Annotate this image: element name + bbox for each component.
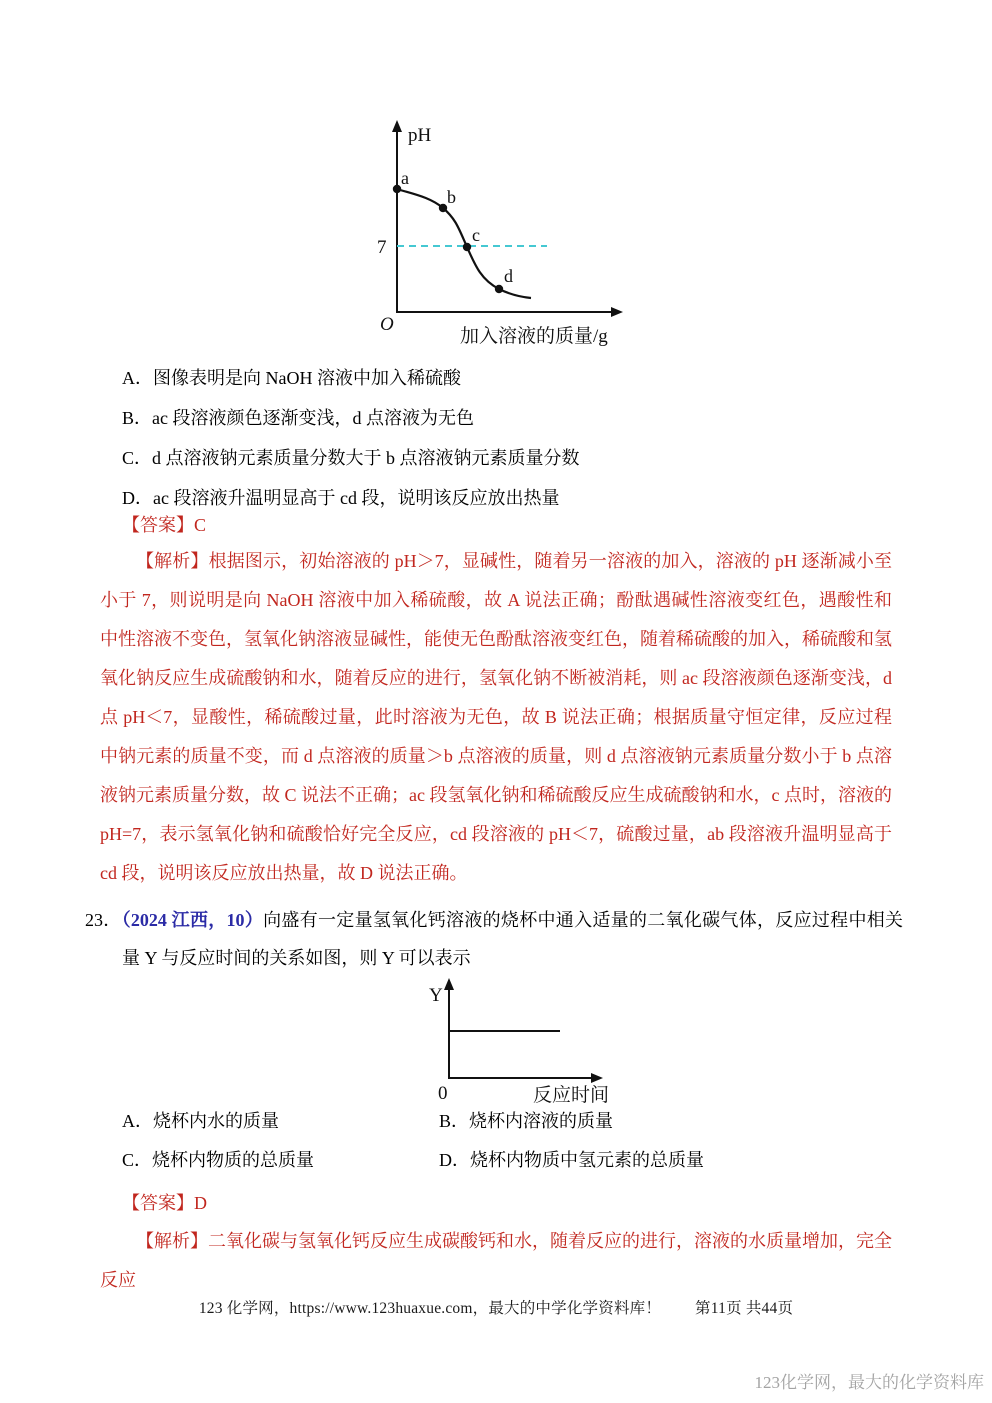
q23-answer-tag: 【答案】 xyxy=(122,1193,194,1213)
point-b-dot xyxy=(439,204,447,212)
watermark-text: 123化学网，最大的化学资料库 xyxy=(754,1373,984,1392)
q23-stem xyxy=(85,901,903,977)
point-a-dot xyxy=(393,185,401,193)
point-c-label: c xyxy=(472,225,480,245)
q22-answer-tag: 【答案】 xyxy=(122,515,194,535)
x-axis-label: 加入溶液的质量/g xyxy=(460,326,608,347)
q23-source: （2024 江西，10） xyxy=(121,910,264,930)
ph-curve-figure xyxy=(368,108,628,353)
q23-analysis-text: 二氧化碳与氢氧化钙反应生成碳酸钙和水，随着反应的进行，溶液的水质量增加，完全反应 xyxy=(100,1231,892,1290)
q22-option-b: B．ac 段溶液颜色逐渐变浅，d 点溶液为无色 xyxy=(122,408,474,428)
q23-analysis xyxy=(100,1222,892,1300)
y-axis-arrow-icon xyxy=(444,978,454,990)
q23-option-b: B．烧杯内溶液的质量 xyxy=(439,1111,614,1131)
origin-label: 0 xyxy=(438,1083,448,1104)
point-b-label: b xyxy=(447,187,456,207)
q23-stem-text: 向盛有一定量氢氧化钙溶液的烧杯中通入适量的二氧化碳气体，反应过程中相关量 Y 与反应时间的关系如图，则 Y 可以表示 xyxy=(122,910,904,968)
page-footer xyxy=(0,1296,992,1318)
q22-answer-value: C xyxy=(194,515,207,535)
q22-analysis-tag: 【解析】 xyxy=(136,551,209,571)
q22-option-c: C．d 点溶液钠元素质量分数大于 b 点溶液钠元素质量分数 xyxy=(122,448,580,468)
footer-page-number: 第11页 共44页 xyxy=(695,1300,794,1317)
q22-analysis xyxy=(100,542,892,893)
ph7-tick-label: 7 xyxy=(377,237,387,258)
q22-answer-line xyxy=(122,512,206,538)
q22-option-a: A．图像表明是向 NaOH 溶液中加入稀硫酸 xyxy=(122,368,461,388)
point-d-dot xyxy=(495,285,503,293)
y-axis-arrow-icon xyxy=(392,120,402,132)
q22-options xyxy=(122,358,922,518)
q23-analysis-tag: 【解析】 xyxy=(136,1231,208,1251)
q23-answer-line xyxy=(122,1190,207,1216)
y-vs-time-figure xyxy=(413,973,613,1108)
origin-label: O xyxy=(380,314,394,335)
q23-option-c: C．烧杯内物质的总质量 xyxy=(122,1150,315,1170)
point-a-label: a xyxy=(401,168,409,188)
x-axis-arrow-icon xyxy=(611,307,623,317)
q23-options xyxy=(122,1108,704,1173)
footer-site-text: 123 化学网，https://www.123huaxue.com，最大的中学化学资料库！ xyxy=(198,1300,662,1317)
q23-answer-value: D xyxy=(194,1193,207,1213)
y-axis-label: Y xyxy=(429,985,443,1006)
point-c-dot xyxy=(463,243,471,251)
y-vs-time-svg xyxy=(413,973,613,1108)
q22-analysis-text: 根据图示，初始溶液的 pH＞7，显碱性，随着另一溶液的加入，溶液的 pH 逐渐减小至小于 7，则说明是向 NaOH 溶液中加入稀硫酸，故 A 说法正确；酚酞遇碱性溶液变红色，遇酸性和中性溶液不变色，氢氧化钠溶液显碱性，能使无色酚酞溶液变红色，随着稀硫酸的加入，稀硫酸和氢氧化钠反应生成硫酸钠和水，随着反应的进行，氢氧化钠不断被消耗，则 ac 段溶液颜色逐渐变浅，d 点 pH＜7，显酸性，稀硫酸过量，此时溶液为无色，故 B 说法正确；根据质量守恒定律，反应过程中钠元素的质量不变，而 d 点溶液的质量＞b 点溶液的质量，则 d 点溶液钠元素质量分数小于 b 点溶液钠元素质量分数，故 C 说法不正确；ac 段氢氧化钠和稀硫酸反应生成硫酸钠和水，c 点时，溶液的 pH=7，表示氢氧化钠和硫酸恰好完全反应，cd 段溶液的 pH＜7，硫酸过量，ab 段溶液升温明显高于 cd 段，说明该反应放出热量，故 D 说法正确。 xyxy=(100,551,893,883)
y-axis-label: pH xyxy=(408,125,432,146)
q23-option-a: A．烧杯内水的质量 xyxy=(122,1111,279,1131)
ph-curve-svg xyxy=(368,108,628,353)
x-axis-label: 反应时间 xyxy=(533,1085,610,1106)
q23-number: 23． xyxy=(85,910,122,930)
point-d-label: d xyxy=(504,266,513,286)
q22-option-d: D．ac 段溶液升温明显高于 cd 段，说明该反应放出热量 xyxy=(122,488,560,508)
q23-option-d: D．烧杯内物质中氢元素的总质量 xyxy=(439,1150,704,1170)
x-axis-arrow-icon xyxy=(591,1073,603,1083)
